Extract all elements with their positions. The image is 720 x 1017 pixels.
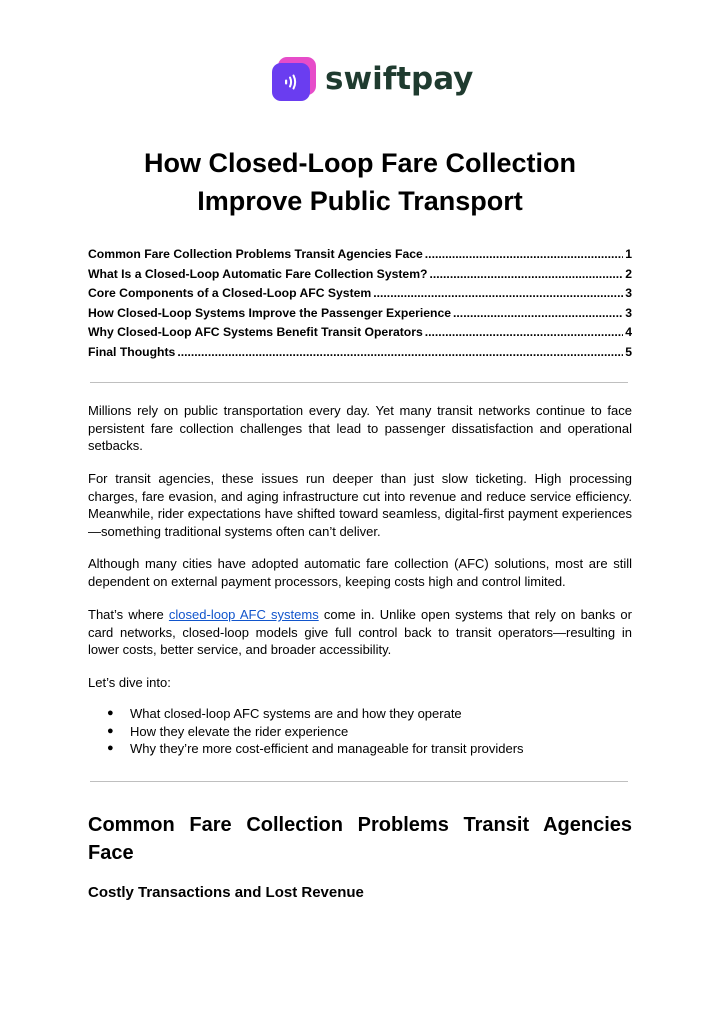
brand-logo bbox=[272, 56, 473, 102]
toc-entry-page: 5 bbox=[625, 344, 632, 359]
bullet-icon: ● bbox=[107, 724, 114, 737]
list-item-text: Why they’re more cost-efficient and manageable for transit providers bbox=[130, 741, 524, 756]
toc-entry[interactable] bbox=[88, 306, 632, 326]
toc-entry-page: 3 bbox=[625, 305, 632, 320]
bullet-icon: ● bbox=[107, 742, 114, 754]
contactless-icon bbox=[280, 71, 302, 93]
intro-paragraph-1: Millions rely on public transportation every day. Yet many transit networks continue to face persistent fare collection challenges that lead to passenger dissatisfaction and operational setbacks. bbox=[88, 403, 632, 454]
list-item bbox=[88, 723, 632, 741]
list-item bbox=[88, 705, 632, 723]
logo-mark bbox=[272, 57, 316, 101]
toc-entry[interactable] bbox=[88, 286, 632, 306]
toc-entry-title[interactable]: What Is a Closed-Loop Automatic Fare Collection System? bbox=[88, 266, 428, 281]
toc-entry-title[interactable]: Final Thoughts bbox=[88, 344, 176, 359]
intro-paragraph-4 bbox=[88, 606, 632, 659]
divider bbox=[90, 781, 628, 782]
intro-bullet-list bbox=[88, 705, 632, 758]
toc-entry-page: 3 bbox=[625, 286, 632, 300]
toc-leader-dots bbox=[453, 306, 623, 320]
section-subheading: Costly Transactions and Lost Revenue bbox=[88, 884, 364, 901]
list-item-text: How they elevate the rider experience bbox=[130, 723, 349, 739]
toc-entry-page: 4 bbox=[625, 325, 632, 339]
toc-entry[interactable] bbox=[88, 247, 632, 267]
toc-leader-dots bbox=[177, 345, 623, 359]
table-of-contents bbox=[88, 247, 632, 364]
toc-entry-page: 1 bbox=[625, 247, 632, 261]
list-item-text: What closed-loop AFC systems are and how they operate bbox=[130, 706, 462, 721]
toc-leader-dots bbox=[430, 267, 624, 281]
intro-paragraph-2: For transit agencies, these issues run deeper than just slow ticketing. High processing charges, fare evasion, and aging infrastructure cut into revenue and reduce service efficiency. Meanwhile, rider expectations have shifted toward seamless, digital-first payment experiences—something traditional systems often can’t deliver. bbox=[88, 471, 632, 539]
toc-entry[interactable] bbox=[88, 325, 632, 345]
document-title bbox=[60, 144, 660, 220]
toc-entry-title[interactable]: Core Components of a Closed-Loop AFC System bbox=[88, 286, 372, 300]
toc-entry-title[interactable]: Why Closed-Loop AFC Systems Benefit Transit Operators bbox=[88, 325, 423, 339]
toc-entry[interactable] bbox=[88, 267, 632, 287]
list-item bbox=[88, 740, 632, 758]
toc-leader-dots bbox=[425, 325, 623, 339]
section-heading: Common Fare Collection Problems Transit Agencies Face bbox=[88, 814, 632, 864]
toc-entry-page: 2 bbox=[625, 266, 632, 281]
paragraph-text: That’s where bbox=[88, 607, 169, 622]
intro-paragraph-3: Although many cities have adopted automatic fare collection (AFC) solutions, most are still dependent on external payment processors, keeping costs high and control limited. bbox=[88, 556, 632, 589]
title-line-1: How Closed-Loop Fare Collection bbox=[143, 148, 576, 178]
intro-paragraph-5: Let’s dive into: bbox=[88, 675, 171, 690]
bullet-icon: ● bbox=[107, 707, 114, 719]
paragraph-text: come in. Unlike open systems that rely on banks or card networks, closed-loop models give full control back to transit operators—resulting in lower costs, better service, and broader accessibility. bbox=[88, 607, 632, 658]
brand-wordmark: swiftpay bbox=[325, 61, 474, 97]
title-line-2: Improve Public Transport bbox=[197, 186, 523, 216]
toc-entry-title[interactable]: Common Fare Collection Problems Transit Agencies Face bbox=[88, 247, 423, 261]
divider bbox=[90, 382, 628, 383]
toc-entry[interactable] bbox=[88, 345, 632, 365]
closed-loop-afc-link[interactable]: closed-loop AFC systems bbox=[168, 607, 319, 622]
toc-entry-title[interactable]: How Closed-Loop Systems Improve the Passenger Experience bbox=[88, 305, 452, 320]
toc-leader-dots bbox=[425, 247, 623, 261]
toc-leader-dots bbox=[373, 286, 623, 300]
logo-mark-front bbox=[272, 63, 310, 101]
